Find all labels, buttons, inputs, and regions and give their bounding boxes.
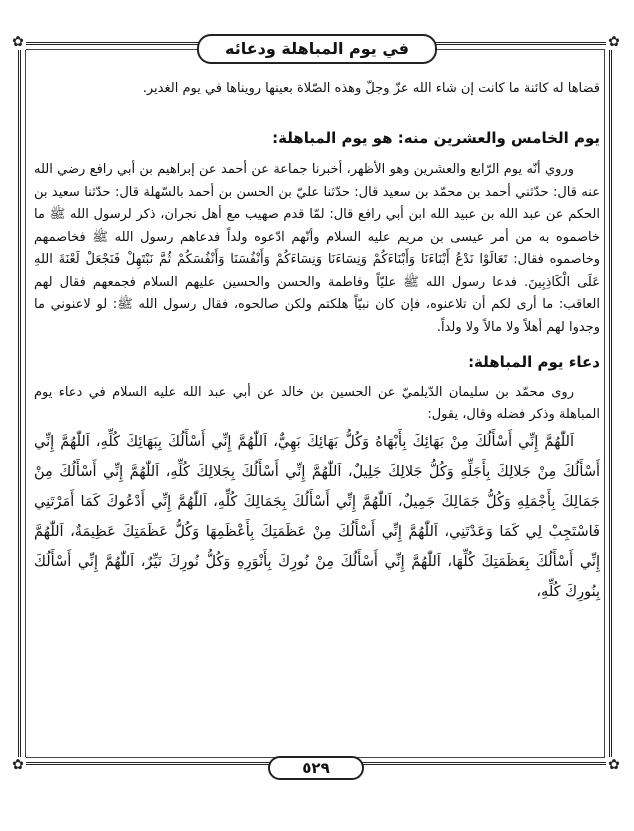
intro-paragraph: قضاها له كائنة ما كانت إن شاء الله عزّ وجلّ وهذه الصّلاة بعينها رويناها في يوم الغدير. bbox=[142, 81, 600, 96]
corner-ornament-icon: ✿ bbox=[10, 757, 26, 773]
page-number: ٥٢٩ bbox=[268, 756, 364, 780]
corner-ornament-icon: ✿ bbox=[606, 757, 622, 773]
narration-paragraph: وروي أنّه يوم الرّابع والعشرين وهو الأظهر، أخبرنا جماعة عن أحمد عن إبراهيم بن أبي رافع رضي الله عنه قال: حدّثني أحمد بن محمّد بن سعيد قال: حدّثنا عليّ بن الحسن بن أحمد بالسّهلة قال: حدّثنا سعيد بن الحكم عن عبد الله بن عبيد الله ابن أبي رافع قال: لمّا قدم صهيب مع أهل نجران، ذكر لرسول الله ﷺ ما خاصموه به من أمر عيسى بن مريم عليه السلام وأنّهم ادّعوه ولداً فدعاهم رسول الله ﷺ فخاصمهم وخاصموه فقال: تَعَالَوْا نَدْعُ أَبْنَاءَنَا وَأَبْنَاءَكُمْ وَنِسَاءَنَا وَنِسَاءَكُمْ وَأَنْفُسَنَا وَأَنْفُسَكُمْ ثُمَّ نَبْتَهِلْ فَنَجْعَلْ لَعْنَةَ اللهِ عَلَى الْكَاذِبِينَ. فدعا رسول الله ﷺ عليّاً وفاطمة والحسن والحسين عليهم السلام فجمعهم فقال لهم العاقب: ما أرى لكم أن تلاعنوه، فإن كان نبيّاً هلكتم ولكن صالحوه، فقال رسول الله ﷺ: لو لاعنوني ما وجدوا لهم أهلاً ولا مالاً ولا ولداً. bbox=[34, 162, 600, 335]
dua-introduction: روى محمّد بن سليمان الدّيلميّ عن الحسين بن خالد عن أبي عبد الله عليه السلام في دعاء يوم المباهلة وذكر فضله وقال، يقول: bbox=[34, 384, 600, 422]
corner-ornament-icon: ✿ bbox=[606, 34, 622, 50]
corner-ornament-icon: ✿ bbox=[10, 34, 26, 50]
dua-text: اَللّٰهُمَّ إِنِّي أَسْأَلُكَ مِنْ بَهَائِكَ بِأَبْهَاهُ وَكُلُّ بَهَائِكَ بَهِيٌّ، اَللّٰهُمَّ إِنِّي أَسْأَلُكَ بِبَهَائِكَ كُلِّهِ، اَللّٰهُمَّ إِنِّي أَسْأَلُكَ مِنْ جَلالِكَ بِأَجَلِّهِ وَكُلُّ جَلالِكَ جَلِيلٌ، اَللّٰهُمَّ إِنِّي أَسْأَلُكَ بِجَلالِكَ كُلِّهِ، اَللّٰهُمَّ إِنِّي أَسْأَلُكَ مِنْ جَمَالِكَ بِأَجْمَلِهِ وَكُلُّ جَمَالِكَ جَمِيلٌ، اَللّٰهُمَّ إِنِّي أَسْأَلُكَ بِجَمَالِكَ كُلِّهِ، اَللّٰهُمَّ إِنِّي أَدْعُوكَ كَمَا أَمَرْتَنِي فَاسْتَجِبْ لِي كَمَا وَعَدْتَنِي، اَللّٰهُمَّ إِنِّي أَسْأَلُكَ مِنْ عَظَمَتِكَ بِأَعْظَمِهَا وَكُلُّ عَظَمَتِكَ عَظِيمَةٌ، اَللّٰهُمَّ إِنِّي أَسْأَلُكَ بِعَظَمَتِكَ كُلِّهَا، اَللّٰهُمَّ إِنِّي أَسْأَلُكَ مِنْ نُورِكَ بِأَنْوَرِهِ وَكُلُّ نُورِكَ نَيِّرٌ، اَللّٰهُمَّ إِنِّي أَسْأَلُكَ بِنُورِكَ كُلِّهِ، bbox=[34, 433, 600, 600]
page-content bbox=[34, 78, 600, 607]
section-heading-mubahala-day: يوم الخامس والعشرين منه: هو يوم المباهلة: bbox=[272, 128, 600, 147]
page-title: في يوم المباهلة ودعائه bbox=[197, 34, 437, 64]
section-heading-mubahala-dua: دعاء يوم المباهلة: bbox=[468, 353, 600, 371]
